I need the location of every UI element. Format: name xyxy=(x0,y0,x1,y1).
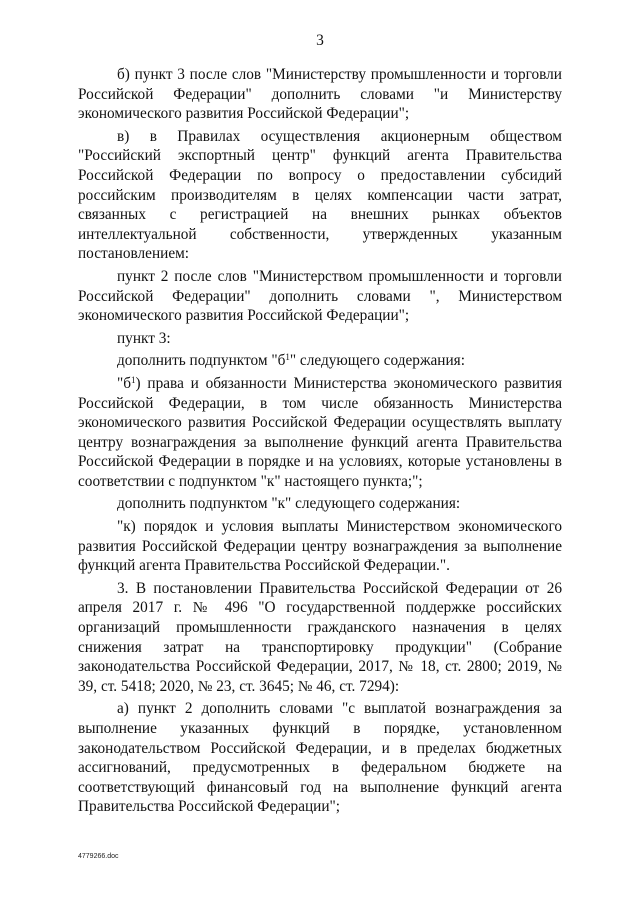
document-code: 4779266.doc xyxy=(78,853,119,860)
paragraph-add-subpoint-b1: дополнить подпунктом "$б^1$" следующего содержания: xyxy=(117,352,465,370)
paragraph-point-3: пункт 3: xyxy=(117,329,171,347)
paragraph-add-subpoint-k: дополнить подпунктом "к" следующего содержания: xyxy=(117,495,461,513)
page-number: 3 xyxy=(316,32,324,49)
paragraph-v-rules: в) в Правилах осуществления акционерным обществом "Российский экспортный центр" функций агента Правительства Российской Федерации по вопросу о предоставлении субсидий российским производителям в целях компенсации части затрат, связанных с регистрацией на внешних рынках объектов интеллектуальной собственности, утвержденных указанным постановлением: xyxy=(78,127,562,263)
paragraph-subpoint-b1-text: "$б^1$) права и обязанности Министерства экономического развития Российской Федерации, в том числе обязанность Министерства экономического развития Российской Федерации осуществлять выплату центру вознаграждения за выполнение функций агента Правительства Российской Федерации в порядке и на условиях, которые установлены в соответствии с подпунктом "к" настоящего пункта;"; xyxy=(78,374,562,490)
paragraph-section-3: 3. В постановлении Правительства Российской Федерации от 26 апреля 2017 г. № 496 "О государственной поддержке российских организаций промышленности гражданского назначения в целях снижения затрат на транспортировку продукции" (Собрание законодательства Российской Федерации, 2017, № 18, ст. 2800; 2019, № 39, ст. 5418; 2020, № 23, ст. 3645; № 46, ст. 7294): xyxy=(78,579,562,695)
paragraph-a-point-2: а) пункт 2 дополнить словами "с выплатой вознаграждения за выполнение указанных функций в порядке, установленном законодательством Российской Федерации, и в пределах бюджетных ассигнований, предусмотренных в федеральном бюджете на соответствующий финансовый год на выполнение функций агента Правительства Российской Федерации"; xyxy=(78,700,562,816)
document-body xyxy=(78,65,562,817)
paragraph-subpoint-k-text: "к) порядок и условия выплаты Министерством экономического развития Российской Федерации центру вознаграждения за выполнение функций агента Правительства Российской Федерации.". xyxy=(78,518,562,575)
paragraph-point-2: пункт 2 после слов "Министерством промышленности и торговли Российской Федерации" дополнить словами ", Министерством экономического развития Российской Федерации"; xyxy=(78,267,562,325)
paragraph-b-point-3: б) пункт 3 после слов "Министерству промышленности и торговли Российской Федерации" дополнить словами "и Министерству экономического развития Российской Федерации"; xyxy=(78,66,562,123)
